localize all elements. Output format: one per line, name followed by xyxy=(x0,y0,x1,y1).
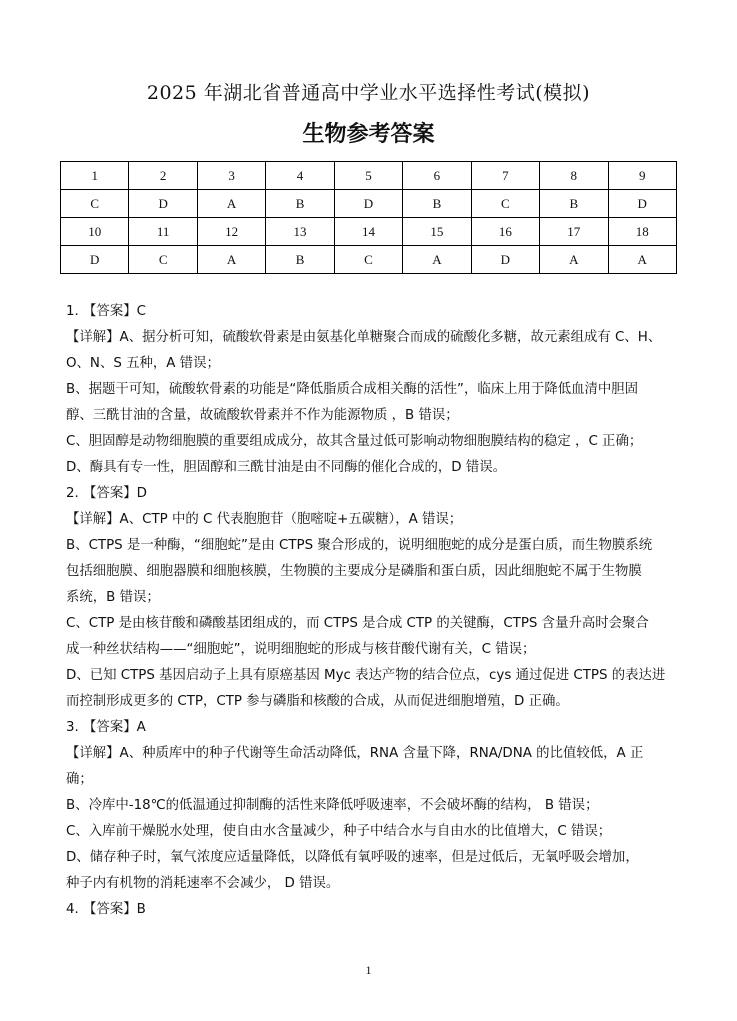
answer-table-cell: A xyxy=(197,190,265,218)
answer-table-cell: B xyxy=(403,190,471,218)
answer-table-row xyxy=(61,218,677,246)
document-subtitle: 生物参考答案 xyxy=(302,122,435,147)
text-line: 而控制形成更多的 CTP，CTP 参与磷脂和核酸的合成，从而促进细胞增殖，D 正确。 xyxy=(66,694,569,709)
answer-table-cell: D xyxy=(129,190,197,218)
answer-table-cell: C xyxy=(334,246,402,274)
text-line: 4. 【答案】B xyxy=(66,902,146,917)
answer-table-cell: 16 xyxy=(471,218,539,246)
answer-table-cell: C xyxy=(129,246,197,274)
text-line: B、冷库中-18℃的低温通过抑制酶的活性来降低呼吸速率，不会破坏酶的结构， B 错误； xyxy=(66,798,599,813)
answer-table-row xyxy=(61,162,677,190)
answer-table-cell: 10 xyxy=(61,218,129,246)
text-line: B、CTPS 是一种酶，“细胞蛇”是由 CTPS 聚合形成的，说明细胞蛇的成分是蛋白质，而生物膜系统 xyxy=(66,538,653,553)
answer-table-cell: 12 xyxy=(197,218,265,246)
answer-table-cell: 15 xyxy=(403,218,471,246)
answer-table-cell: 11 xyxy=(129,218,197,246)
answer-table-cell: 18 xyxy=(608,218,677,246)
answer-table-cell: 1 xyxy=(61,162,129,190)
answer-table-cell: 4 xyxy=(266,162,334,190)
answer-table-cell: B xyxy=(266,246,334,274)
answer-table-cell: A xyxy=(197,246,265,274)
text-line: D、酶具有专一性，胆固醇和三酰甘油是由不同酶的催化合成的，D 错误。 xyxy=(66,460,506,475)
text-line: 3. 【答案】A xyxy=(66,720,146,735)
answer-table-cell: D xyxy=(471,246,539,274)
answer-table-cell: 7 xyxy=(471,162,539,190)
answer-table-cell: D xyxy=(61,246,129,274)
text-line: 系统，B 错误； xyxy=(66,590,160,605)
answer-table-cell: D xyxy=(334,190,402,218)
text-line: O、N、S 五种，A 错误； xyxy=(66,356,220,371)
answer-table-row xyxy=(61,190,677,218)
answer-table-cell: A xyxy=(540,246,608,274)
answer-table-cell: 6 xyxy=(403,162,471,190)
text-line: D、已知 CTPS 基因启动子上具有原癌基因 Myc 表达产物的结合位点，cys 通过促进 CTPS 的表达进 xyxy=(66,668,666,683)
document-title: 2025 年湖北省普通高中学业水平选择性考试(模拟) xyxy=(146,82,591,104)
text-line: 【详解】A、种质库中的种子代谢等生命活动降低，RNA 含量下降，RNA/DNA 的比值较低，A 正 xyxy=(66,746,644,761)
answer-table-row xyxy=(61,246,677,274)
answer-explanations xyxy=(66,299,672,923)
text-line: C、CTP 是由核苷酸和磷酸基团组成的，而 CTPS 是合成 CTP 的关键酶，CTPS 含量升高时会聚合 xyxy=(66,616,649,631)
answer-table-cell: D xyxy=(608,190,677,218)
answer-table-cell: 17 xyxy=(540,218,608,246)
text-line: 醇、三酰甘油的含量，故硫酸软骨素并不作为能源物质 ，B 错误； xyxy=(66,408,459,423)
answer-table-cell: 14 xyxy=(334,218,402,246)
answer-table-cell: A xyxy=(403,246,471,274)
text-line: 种子内有机物的消耗速率不会减少， D 错误。 xyxy=(66,876,340,891)
text-line: 成一种丝状结构——“细胞蛇”，说明细胞蛇的形成与核苷酸代谢有关，C 错误； xyxy=(66,642,536,657)
answer-table-cell: B xyxy=(266,190,334,218)
text-line: 2. 【答案】D xyxy=(66,486,147,501)
text-line: D、储存种子时，氧气浓度应适量降低，以降低有氧呼吸的速率，但是过低后，无氧呼吸会增加， xyxy=(66,850,639,865)
answer-table-cell: 5 xyxy=(334,162,402,190)
answer-table-cell: 8 xyxy=(540,162,608,190)
text-line: 包括细胞膜、细胞器膜和细胞核膜，生物膜的主要成分是磷脂和蛋白质，因此细胞蛇不属于生物膜 xyxy=(66,564,642,579)
text-line: 【详解】A、CTP 中的 C 代表胞胞苷（胞嘧啶+五碳糖），A 错误； xyxy=(66,512,463,527)
answer-table-cell: C xyxy=(471,190,539,218)
text-line: C、入库前干燥脱水处理，使自由水含量减少，种子中结合水与自由水的比值增大，C 错误； xyxy=(66,824,612,839)
text-line: 1. 【答案】C xyxy=(66,304,146,319)
answer-table-cell: 9 xyxy=(608,162,677,190)
answer-table-cell: 13 xyxy=(266,218,334,246)
page-number: 1 xyxy=(365,963,372,977)
text-line: B、据题干可知，硫酸软骨素的功能是“降低脂质合成相关酶的活性”，临床上用于降低血清中胆固 xyxy=(66,382,639,397)
answer-table-cell: 2 xyxy=(129,162,197,190)
answer-table xyxy=(60,161,677,274)
text-line: 【详解】A、据分析可知，硫酸软骨素是由氨基化单糖聚合而成的硫酸化多糖，故元素组成有 C、H、 xyxy=(66,330,662,345)
text-line: C、胆固醇是动物细胞膜的重要组成成分，故其含量过低可影响动物细胞膜结构的稳定 ，C 正确； xyxy=(66,434,643,449)
text-line: 确； xyxy=(66,772,93,787)
answer-table-cell: A xyxy=(608,246,677,274)
answer-table-cell: B xyxy=(540,190,608,218)
answer-table-cell: 3 xyxy=(197,162,265,190)
answer-table-cell: C xyxy=(61,190,129,218)
